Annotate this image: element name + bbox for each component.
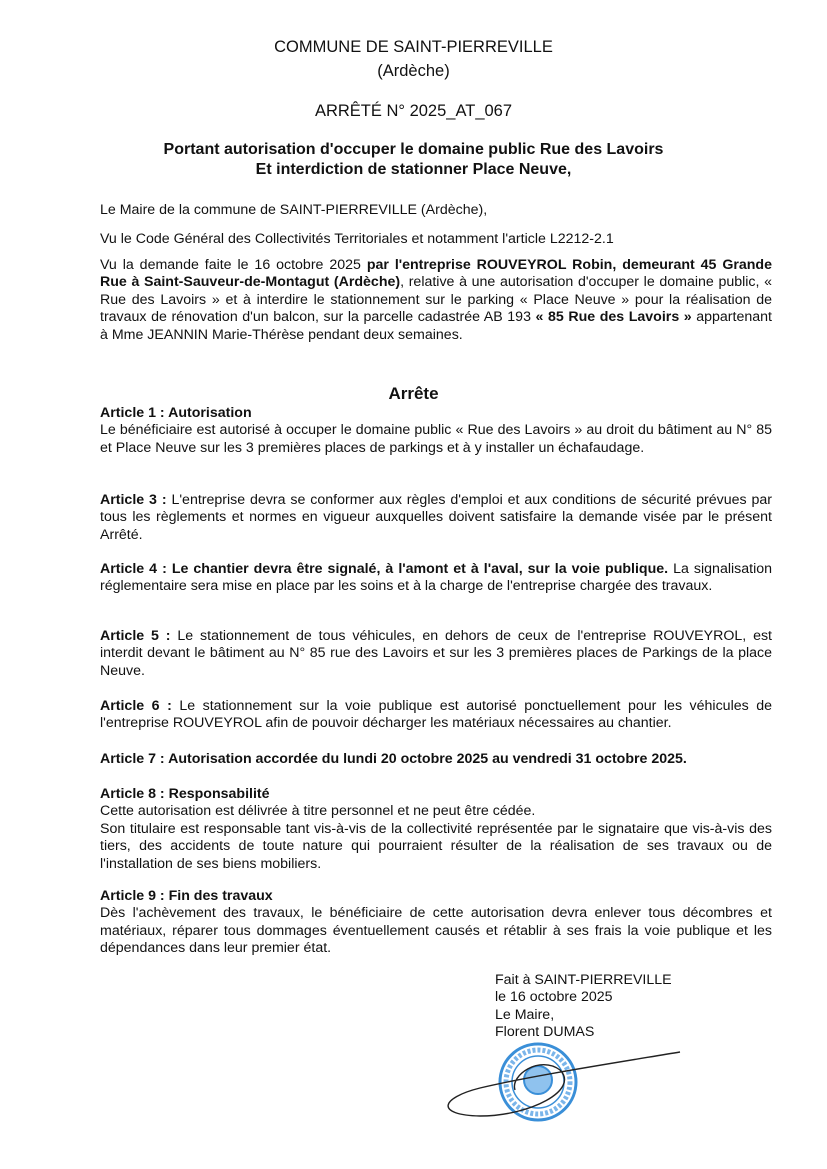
article-label: Article 5 : xyxy=(100,628,171,644)
article-text: Le stationnement de tous véhicules, en dehors de ceux de l'entreprise ROUVEYROL, est interdit devant le bâtiment au N° 85 rue des Lavoirs et sur les 3 premières places de Parkings de la place Neuve. xyxy=(100,628,772,679)
article-3 xyxy=(100,492,772,544)
signature-name: Florent DUMAS xyxy=(495,1024,595,1041)
title-line-1: Portant autorisation d'occuper le domaine public Rue des Lavoirs xyxy=(163,141,664,158)
commune-name: COMMUNE DE SAINT-PIERREVILLE xyxy=(274,38,553,56)
article-text: Cette autorisation est délivrée à titre personnel et ne peut être cédée. xyxy=(100,803,536,820)
article-text: Son titulaire est responsable tant vis-à-vis de la collectivité représentée par le signataire que vis-à-vis des tiers, des accidents de toute nature qui pourraient résulter de la réalisation de ses travaux ou de l'installation de ses biens mobiliers. xyxy=(100,820,772,872)
seal-and-signature xyxy=(440,1030,700,1130)
article-label: Article 4 : Le chantier devra être signalé, à l'amont et à l'aval, sur la voie publique. xyxy=(100,561,669,577)
article-label: Article 1 : Autorisation xyxy=(100,405,252,421)
article-9 xyxy=(100,888,772,958)
article-text: Le bénéficiaire est autorisé à occuper le domaine public « Rue des Lavoirs » au droit du bâtiment au N° 85 et Place Neuve sur les 3 premières places de parkings et à y installer un échafaudage. xyxy=(100,422,772,456)
arrete-number: ARRÊTÉ N° 2025_AT_067 xyxy=(314,102,513,120)
departement: (Ardèche) xyxy=(377,62,450,80)
preamble-demande xyxy=(100,257,772,344)
article-5 xyxy=(100,628,772,680)
article-8 xyxy=(100,786,772,873)
article-text: L'entreprise devra se conformer aux règles d'emploi et aux conditions de sécurité prévues par tous les règlements et normes en vigueur auxquelles doivent satisfaire la demande visée par le présent Arrêté. xyxy=(100,492,772,543)
article-text: Le stationnement sur la voie publique est autorisé ponctuellement pour les véhicules de l'entreprise ROUVEYROL afin de pouvoir décharger les matériaux nécessaires au chantier. xyxy=(100,698,773,732)
text: Vu la demande faite le 16 octobre 2025 xyxy=(100,257,367,273)
preamble-code: Vu le Code Général des Collectivités Territoriales et notamment l'article L2212-2.1 xyxy=(100,231,614,247)
title-line-2: Et interdiction de stationner Place Neuve, xyxy=(255,161,572,178)
text: , relative à une autorisation d'occuper le domaine public, « Rue des Lavoirs » et à interdire le stationnement sur le parking « Place Neuve » pour la réalisation de travaux de rénovation d'un balcon, sur la parcelle cadastrée AB 193 xyxy=(100,274,772,326)
signature-role: Le Maire, xyxy=(495,1006,555,1023)
signature-date: le 16 octobre 2025 xyxy=(495,989,613,1006)
article-4 xyxy=(100,561,772,596)
article-6 xyxy=(100,698,772,733)
article-label: Article 7 : Autorisation accordée du lundi 20 octobre 2025 au vendredi 31 octobre 2025. xyxy=(100,751,687,767)
article-label: Article 8 : Responsabilité xyxy=(100,786,270,802)
article-1 xyxy=(100,405,772,457)
text: appartenant à Mme JEANNIN Marie-Thérèse pendant deux semaines. xyxy=(100,309,772,343)
article-text: Dès l'achèvement des travaux, le bénéficiaire de cette autorisation devra enlever tous décombres et matériaux, réparer tous dommages éventuellement causés et rétablir à ses frais la voie publique et les dépendances dans leur premier état. xyxy=(100,905,772,957)
article-text: La signalisation réglementaire sera mise en place par les soins et à la charge de l'entreprise chargée des travaux. xyxy=(100,561,772,595)
signature-place: Fait à SAINT-PIERREVILLE xyxy=(495,972,672,988)
signature-stroke xyxy=(448,1052,680,1116)
article-label: Article 9 : Fin des travaux xyxy=(100,888,273,904)
applicant: par l'entreprise ROUVEYROL Robin, demeurant 45 Grande Rue à Saint-Sauveur-de-Montagut (Ardèche) xyxy=(100,257,772,291)
arrete-heading: Arrête xyxy=(388,384,439,403)
article-label: Article 6 : xyxy=(100,698,172,714)
preamble-maire: Le Maire de la commune de SAINT-PIERREVILLE (Ardèche), xyxy=(100,202,488,218)
article-label: Article 3 : xyxy=(100,492,167,508)
article-7 xyxy=(100,751,772,768)
address: « 85 Rue des Lavoirs » xyxy=(535,309,692,326)
